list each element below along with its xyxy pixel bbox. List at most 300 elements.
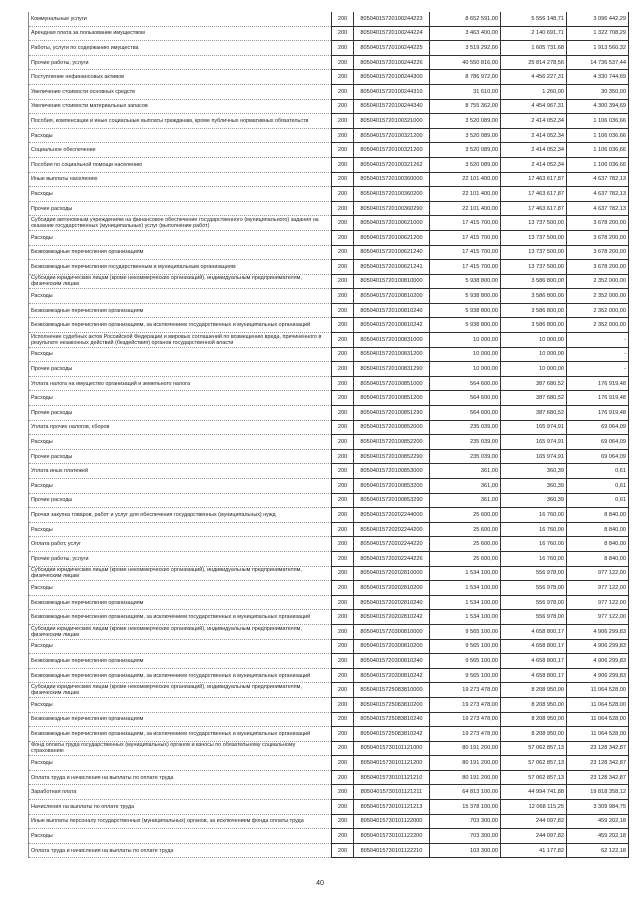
table-row: [29, 654, 629, 669]
unexecuted-amount: 4 906 299,83: [567, 668, 629, 683]
unexecuted-amount: 11 064 528,00: [567, 727, 629, 742]
row-name: Субсидии автономным учреждениям на финансовое обеспечение государственного (муниципального) задания на оказание государственных (муниципальных) услуг (выполнение работ): [29, 216, 332, 231]
budget-code: 80504015720100810240: [354, 303, 430, 318]
line-code: 200: [332, 245, 354, 260]
table-row: [29, 143, 629, 158]
executed-amount: 556 978,00: [501, 595, 567, 610]
approved-amount: 25 600,00: [430, 537, 501, 552]
row-name: Работы, услуги по содержанию имущества: [29, 41, 332, 56]
approved-amount: 17 415 700,00: [430, 245, 501, 260]
unexecuted-amount: 69 064,09: [567, 435, 629, 450]
unexecuted-amount: 0,61: [567, 493, 629, 508]
unexecuted-amount: 30 350,00: [567, 84, 629, 99]
approved-amount: 361,00: [430, 479, 501, 494]
table-row: [29, 347, 629, 362]
line-code: 200: [332, 624, 354, 639]
row-name: Расходы: [29, 391, 332, 406]
budget-code: 80504015720100852200: [354, 435, 430, 450]
approved-amount: 3 463 400,00: [430, 26, 501, 41]
unexecuted-amount: 14 736 537,44: [567, 55, 629, 70]
unexecuted-amount: 977 122,00: [567, 566, 629, 581]
row-name: Прочие расходы: [29, 493, 332, 508]
approved-amount: 5 938 800,00: [430, 303, 501, 318]
table-row: [29, 406, 629, 421]
budget-code: 80504015720202244226: [354, 551, 430, 566]
approved-amount: 22 101 400,00: [430, 187, 501, 202]
line-code: 200: [332, 697, 354, 712]
line-code: 200: [332, 814, 354, 829]
table-row: [29, 566, 629, 581]
approved-amount: 80 191 200,00: [430, 756, 501, 771]
budget-code: 80504015730101121213: [354, 800, 430, 815]
unexecuted-amount: 2 352 000,00: [567, 318, 629, 333]
row-name: Безвозмездные перечисления организациям: [29, 654, 332, 669]
budget-code: 80504015720100244223: [354, 12, 430, 26]
table-row: [29, 216, 629, 231]
budget-code: 80504015720100621241: [354, 260, 430, 275]
budget-code: 80504015720202810242: [354, 610, 430, 625]
approved-amount: 19 273 478,00: [430, 697, 501, 712]
approved-amount: 9 565 100,00: [430, 654, 501, 669]
unexecuted-amount: 23 128 342,87: [567, 756, 629, 771]
approved-amount: 235 039,00: [430, 449, 501, 464]
executed-amount: 2 414 052,34: [501, 128, 567, 143]
table-row: [29, 333, 629, 348]
executed-amount: 4 456 227,31: [501, 70, 567, 85]
unexecuted-amount: -: [567, 347, 629, 362]
row-name: Уплата прочих налогов, сборов: [29, 420, 332, 435]
budget-code: 80504015720100244300: [354, 70, 430, 85]
row-name: Прочие расходы: [29, 449, 332, 464]
approved-amount: 564 600,00: [430, 406, 501, 421]
executed-amount: 4 658 800,17: [501, 654, 567, 669]
approved-amount: 25 600,00: [430, 551, 501, 566]
approved-amount: 361,00: [430, 464, 501, 479]
executed-amount: 13 737 500,00: [501, 260, 567, 275]
unexecuted-amount: 4 906 299,83: [567, 654, 629, 669]
unexecuted-amount: 23 128 342,87: [567, 770, 629, 785]
row-name: Прочие работы, услуги: [29, 551, 332, 566]
row-name: Безвозмездные перечисления организациям, за исключением государственных и муниципальных организаций: [29, 727, 332, 742]
table-row: [29, 727, 629, 742]
table-row: [29, 610, 629, 625]
line-code: 200: [332, 376, 354, 391]
executed-amount: 1 260,00: [501, 84, 567, 99]
table-row: [29, 537, 629, 552]
budget-code: 80504015720202810200: [354, 581, 430, 596]
executed-amount: 387 680,52: [501, 391, 567, 406]
table-row: [29, 245, 629, 260]
approved-amount: 5 938 800,00: [430, 318, 501, 333]
approved-amount: 19 273 478,00: [430, 712, 501, 727]
approved-amount: 1 534 100,00: [430, 581, 501, 596]
table-row: [29, 157, 629, 172]
executed-amount: 4 454 967,31: [501, 99, 567, 114]
budget-code: 80504015720100831000: [354, 333, 430, 348]
row-name: Поступление нефинансовых активов: [29, 70, 332, 85]
approved-amount: 235 039,00: [430, 435, 501, 450]
row-name: Прочие расходы: [29, 201, 332, 216]
unexecuted-amount: 8 840,00: [567, 508, 629, 523]
executed-amount: 8 208 950,00: [501, 697, 567, 712]
executed-amount: 13 737 500,00: [501, 230, 567, 245]
line-code: 200: [332, 70, 354, 85]
executed-amount: 10 000,00: [501, 333, 567, 348]
unexecuted-amount: 2 352 000,00: [567, 289, 629, 304]
unexecuted-amount: 0,61: [567, 479, 629, 494]
line-code: 200: [332, 551, 354, 566]
budget-code: 80504015720100853200: [354, 479, 430, 494]
approved-amount: 5 938 800,00: [430, 274, 501, 289]
executed-amount: 13 737 500,00: [501, 216, 567, 231]
executed-amount: 556 978,00: [501, 581, 567, 596]
table-row: [29, 449, 629, 464]
line-code: 200: [332, 493, 354, 508]
table-row: [29, 318, 629, 333]
approved-amount: 10 000,00: [430, 362, 501, 377]
row-name: Начисления на выплаты по оплате труда: [29, 800, 332, 815]
table-row: [29, 741, 629, 756]
budget-code: 80504015720300810242: [354, 668, 430, 683]
row-name: Расходы: [29, 128, 332, 143]
budget-code: 80504015720100853290: [354, 493, 430, 508]
budget-code: 80504015720202244220: [354, 537, 430, 552]
row-name: Расходы: [29, 581, 332, 596]
budget-code: 80504015720100831290: [354, 362, 430, 377]
table-row: [29, 756, 629, 771]
unexecuted-amount: 977 122,00: [567, 595, 629, 610]
line-code: 200: [332, 289, 354, 304]
row-name: Безвозмездные перечисления организациям, за исключением государственных и муниципальных организаций: [29, 668, 332, 683]
line-code: 200: [332, 727, 354, 742]
unexecuted-amount: -: [567, 333, 629, 348]
line-code: 200: [332, 800, 354, 815]
budget-code: 80504015720100851290: [354, 406, 430, 421]
row-name: Уплата налога на имущество организаций и земельного налога: [29, 376, 332, 391]
approved-amount: 3 519 292,00: [430, 41, 501, 56]
table-row: [29, 493, 629, 508]
row-name: Безвозмездные перечисления государственным и муниципальным организациям: [29, 260, 332, 275]
executed-amount: 41 177,82: [501, 843, 567, 858]
unexecuted-amount: 0,61: [567, 464, 629, 479]
budget-code: 80504015720202244200: [354, 522, 430, 537]
budget-code: 80504015730101122210: [354, 843, 430, 858]
executed-amount: 244 097,82: [501, 829, 567, 844]
line-code: 200: [332, 12, 354, 26]
table-row: [29, 800, 629, 815]
approved-amount: 25 600,00: [430, 522, 501, 537]
budget-code: 80504015720100360000: [354, 172, 430, 187]
line-code: 200: [332, 464, 354, 479]
row-name: Пособия, компенсации и иные социальные выплаты гражданам, кроме публичных нормативных обязательств: [29, 114, 332, 129]
unexecuted-amount: 4 637 782,13: [567, 201, 629, 216]
budget-code: 80504015720100244225: [354, 41, 430, 56]
unexecuted-amount: 8 840,00: [567, 522, 629, 537]
table-row: [29, 99, 629, 114]
executed-amount: 57 062 857,13: [501, 770, 567, 785]
executed-amount: 387 680,52: [501, 406, 567, 421]
budget-code: 80504015720100810200: [354, 289, 430, 304]
row-name: Расходы: [29, 756, 332, 771]
unexecuted-amount: 19 818 358,12: [567, 785, 629, 800]
approved-amount: 40 550 816,00: [430, 55, 501, 70]
unexecuted-amount: 1 106 036,66: [567, 128, 629, 143]
row-name: Оплата труда и начисления на выплаты по оплате труда: [29, 770, 332, 785]
executed-amount: 556 978,00: [501, 566, 567, 581]
budget-code: 80504015720100244340: [354, 99, 430, 114]
line-code: 200: [332, 595, 354, 610]
budget-code: 80504015720100244310: [354, 84, 430, 99]
executed-amount: 2 140 691,71: [501, 26, 567, 41]
unexecuted-amount: 3 096 442,29: [567, 12, 629, 26]
unexecuted-amount: 4 637 782,13: [567, 187, 629, 202]
expenditure-table: [28, 12, 629, 858]
budget-code: 80504015720100851200: [354, 391, 430, 406]
row-name: Субсидии юридическим лицам (кроме некоммерческих организаций), индивидуальным предпринимателям, физическим лицам: [29, 566, 332, 581]
approved-amount: 3 520 089,00: [430, 128, 501, 143]
unexecuted-amount: 62 122,18: [567, 843, 629, 858]
table-row: [29, 595, 629, 610]
row-name: Субсидии юридическим лицам (кроме некоммерческих организаций), индивидуальным предпринимателям, физическим лицам: [29, 274, 332, 289]
unexecuted-amount: 1 106 036,66: [567, 114, 629, 129]
line-code: 200: [332, 303, 354, 318]
table-row: [29, 639, 629, 654]
row-name: Безвозмездные перечисления организациям: [29, 245, 332, 260]
row-name: Расходы: [29, 347, 332, 362]
approved-amount: 10 000,00: [430, 333, 501, 348]
approved-amount: 64 813 100,00: [430, 785, 501, 800]
approved-amount: 8 652 591,00: [430, 12, 501, 26]
executed-amount: 1 605 731,68: [501, 41, 567, 56]
executed-amount: 16 760,00: [501, 551, 567, 566]
unexecuted-amount: 4 330 744,69: [567, 70, 629, 85]
table-row: [29, 624, 629, 639]
executed-amount: 165 974,91: [501, 449, 567, 464]
row-name: Заработная плата: [29, 785, 332, 800]
budget-code: 80504015720100852290: [354, 449, 430, 464]
row-name: Пособия по социальной помощи населению: [29, 157, 332, 172]
approved-amount: 5 938 800,00: [430, 289, 501, 304]
table-row: [29, 376, 629, 391]
table-row: [29, 668, 629, 683]
executed-amount: 10 000,00: [501, 362, 567, 377]
table-row: [29, 479, 629, 494]
unexecuted-amount: 4 300 394,69: [567, 99, 629, 114]
line-code: 200: [332, 785, 354, 800]
budget-code: 80504015720202810000: [354, 566, 430, 581]
unexecuted-amount: 8 840,00: [567, 537, 629, 552]
executed-amount: 17 463 617,87: [501, 201, 567, 216]
unexecuted-amount: 176 919,48: [567, 406, 629, 421]
executed-amount: 2 414 052,34: [501, 143, 567, 158]
table-row: [29, 41, 629, 56]
unexecuted-amount: 1 106 036,66: [567, 157, 629, 172]
line-code: 200: [332, 566, 354, 581]
row-name: Безвозмездные перечисления организациям, за исключением государственных и муниципальных организаций: [29, 318, 332, 333]
executed-amount: 2 414 052,34: [501, 157, 567, 172]
unexecuted-amount: 977 122,00: [567, 581, 629, 596]
executed-amount: 44 994 741,88: [501, 785, 567, 800]
unexecuted-amount: 8 840,00: [567, 551, 629, 566]
executed-amount: 16 760,00: [501, 522, 567, 537]
budget-code: 80504015720100244224: [354, 26, 430, 41]
table-row: [29, 274, 629, 289]
row-name: Расходы: [29, 522, 332, 537]
line-code: 200: [332, 347, 354, 362]
line-code: 200: [332, 99, 354, 114]
row-name: Расходы: [29, 639, 332, 654]
table-row: [29, 84, 629, 99]
budget-code: 80504015720100851000: [354, 376, 430, 391]
approved-amount: 19 273 478,00: [430, 727, 501, 742]
line-code: 200: [332, 522, 354, 537]
line-code: 200: [332, 143, 354, 158]
unexecuted-amount: 69 064,09: [567, 449, 629, 464]
approved-amount: 22 101 400,00: [430, 201, 501, 216]
executed-amount: 8 208 950,00: [501, 683, 567, 698]
budget-code: 80504015730101121200: [354, 756, 430, 771]
line-code: 200: [332, 84, 354, 99]
line-code: 200: [332, 318, 354, 333]
approved-amount: 103 300,00: [430, 843, 501, 858]
executed-amount: 8 208 950,00: [501, 712, 567, 727]
approved-amount: 17 415 700,00: [430, 260, 501, 275]
table-row: [29, 712, 629, 727]
unexecuted-amount: 4 906 299,83: [567, 639, 629, 654]
row-name: Расходы: [29, 187, 332, 202]
approved-amount: 31 610,00: [430, 84, 501, 99]
line-code: 200: [332, 654, 354, 669]
executed-amount: 3 586 800,00: [501, 274, 567, 289]
unexecuted-amount: 2 352 000,00: [567, 274, 629, 289]
table-row: [29, 508, 629, 523]
table-row: [29, 814, 629, 829]
row-name: Субсидии юридическим лицам (кроме некоммерческих организаций), индивидуальным предпринимателям, физическим лицам: [29, 683, 332, 698]
line-code: 200: [332, 274, 354, 289]
budget-code: 80504015720300810200: [354, 639, 430, 654]
executed-amount: 10 000,00: [501, 347, 567, 362]
executed-amount: 360,39: [501, 493, 567, 508]
line-code: 200: [332, 216, 354, 231]
table-row: [29, 70, 629, 85]
table-row: [29, 697, 629, 712]
line-code: 200: [332, 537, 354, 552]
executed-amount: 3 586 800,00: [501, 318, 567, 333]
budget-code: 80504015720100321262: [354, 157, 430, 172]
budget-code: 80504015720100321200: [354, 128, 430, 143]
table-row: [29, 464, 629, 479]
table-row: [29, 187, 629, 202]
budget-code: 80504015730101121211: [354, 785, 430, 800]
line-code: 200: [332, 420, 354, 435]
approved-amount: 9 565 100,00: [430, 668, 501, 683]
table-row: [29, 201, 629, 216]
unexecuted-amount: 11 064 528,00: [567, 712, 629, 727]
unexecuted-amount: 176 919,48: [567, 376, 629, 391]
unexecuted-amount: 3 678 200,00: [567, 216, 629, 231]
approved-amount: 703 300,00: [430, 829, 501, 844]
line-code: 200: [332, 610, 354, 625]
executed-amount: 360,39: [501, 464, 567, 479]
line-code: 200: [332, 581, 354, 596]
table-row: [29, 785, 629, 800]
unexecuted-amount: 4 637 782,13: [567, 172, 629, 187]
table-row: [29, 128, 629, 143]
line-code: 200: [332, 843, 354, 858]
approved-amount: 235 039,00: [430, 420, 501, 435]
budget-code: 80504015720100360290: [354, 201, 430, 216]
row-name: Прочие расходы: [29, 362, 332, 377]
budget-code: 80504015725083810242: [354, 727, 430, 742]
approved-amount: 1 534 100,00: [430, 610, 501, 625]
line-code: 200: [332, 26, 354, 41]
unexecuted-amount: 2 352 000,00: [567, 303, 629, 318]
executed-amount: 5 556 148,71: [501, 12, 567, 26]
unexecuted-amount: 3 678 200,00: [567, 260, 629, 275]
page-number: 40: [316, 880, 324, 887]
table-row: [29, 26, 629, 41]
row-name: Расходы: [29, 697, 332, 712]
table-row: [29, 843, 629, 858]
executed-amount: 244 097,82: [501, 814, 567, 829]
approved-amount: 8 755 362,00: [430, 99, 501, 114]
line-code: 200: [332, 741, 354, 756]
row-name: Оплата труда и начисления на выплаты по оплате труда: [29, 843, 332, 858]
table-row: [29, 683, 629, 698]
table-row: [29, 770, 629, 785]
line-code: 200: [332, 639, 354, 654]
approved-amount: 1 534 100,00: [430, 566, 501, 581]
executed-amount: 13 737 500,00: [501, 245, 567, 260]
budget-code: 80504015730101121000: [354, 741, 430, 756]
row-name: Уплата иных платежей: [29, 464, 332, 479]
budget-code: 80504015720100244226: [354, 55, 430, 70]
unexecuted-amount: 4 906 299,83: [567, 624, 629, 639]
line-code: 200: [332, 829, 354, 844]
budget-code: 80504015720100810242: [354, 318, 430, 333]
line-code: 200: [332, 406, 354, 421]
row-name: Социальное обеспечение: [29, 143, 332, 158]
approved-amount: 361,00: [430, 493, 501, 508]
row-name: Увеличение стоимости материальных запасов: [29, 99, 332, 114]
unexecuted-amount: 23 128 342,87: [567, 741, 629, 756]
executed-amount: 16 760,00: [501, 537, 567, 552]
unexecuted-amount: 3 309 984,75: [567, 800, 629, 815]
table-row: [29, 581, 629, 596]
budget-code: 80504015720100852000: [354, 420, 430, 435]
executed-amount: 360,39: [501, 479, 567, 494]
executed-amount: 57 062 857,13: [501, 741, 567, 756]
line-code: 200: [332, 157, 354, 172]
budget-code: 80504015720300810000: [354, 624, 430, 639]
approved-amount: 80 191 200,00: [430, 741, 501, 756]
line-code: 200: [332, 479, 354, 494]
budget-code: 80504015720300810240: [354, 654, 430, 669]
approved-amount: 8 786 972,00: [430, 70, 501, 85]
row-name: Расходы: [29, 829, 332, 844]
approved-amount: 3 520 089,00: [430, 114, 501, 129]
line-code: 200: [332, 114, 354, 129]
approved-amount: 15 378 100,00: [430, 800, 501, 815]
executed-amount: 3 586 800,00: [501, 289, 567, 304]
budget-code: 80504015720202810240: [354, 595, 430, 610]
approved-amount: 80 191 200,00: [430, 770, 501, 785]
unexecuted-amount: 1 106 036,66: [567, 143, 629, 158]
executed-amount: 3 586 800,00: [501, 303, 567, 318]
budget-code: 80504015725083810240: [354, 712, 430, 727]
approved-amount: 1 534 100,00: [430, 595, 501, 610]
table-row: [29, 172, 629, 187]
